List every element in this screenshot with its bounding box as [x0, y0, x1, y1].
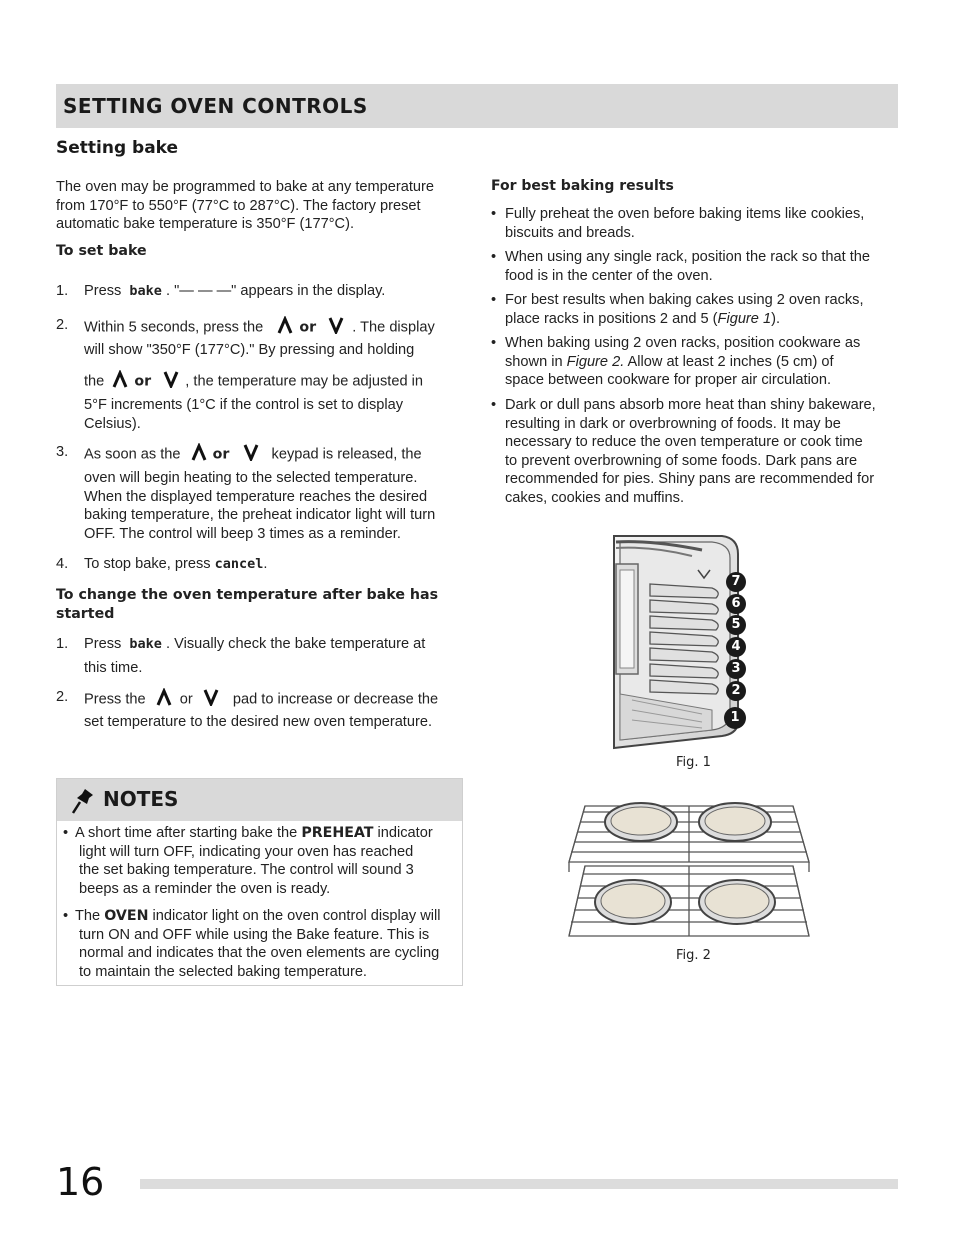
- section-title: SETTING OVEN CONTROLS: [63, 94, 368, 118]
- tip-2: • When using any single rack, position the rack so that the food is in the center of the oven.: [491, 249, 871, 284]
- step-2-line-3: the or , the temperature may be adjusted in: [84, 370, 423, 394]
- down-arrow-icon: [243, 443, 259, 467]
- step-2-number: 2.: [56, 317, 69, 333]
- rack-position-label: 4: [726, 637, 746, 657]
- rack-position-label: 5: [726, 615, 746, 635]
- down-arrow-icon: [203, 688, 219, 712]
- intro-paragraph: The oven may be programmed to bake at any temperature from 170°F to 550°F (77°C to 287°C). The factory preset automatic bake temperature is 350°F (177°C).: [56, 179, 435, 233]
- up-arrow-icon: [191, 443, 207, 467]
- section-header-bar: [56, 84, 898, 128]
- step-2-line-2: will show "350°F (177°C)." By pressing and holding: [84, 342, 415, 358]
- step-4-text: To stop bake, press cancel.: [84, 556, 268, 572]
- change-step-1-number: 1.: [56, 636, 69, 652]
- step-2-line-1: Within 5 seconds, press the or . The display: [84, 316, 435, 340]
- to-set-bake-heading: To set bake: [56, 243, 147, 259]
- change-step-2-number: 2.: [56, 689, 69, 705]
- figure-2-rack-pans: [565, 800, 815, 948]
- notes-header: [57, 779, 462, 821]
- pushpin-icon: [71, 787, 95, 819]
- down-arrow-icon: [328, 316, 344, 340]
- figure-1-oven-racks: [612, 534, 752, 754]
- tip-1: • Fully preheat the oven before baking items like cookies, biscuits and breads.: [491, 206, 865, 241]
- note-1-bullet: •: [63, 825, 69, 841]
- change-step-2-line-2: set temperature to the desired new oven temperature.: [84, 714, 433, 730]
- change-step-1-line-2: this time.: [84, 660, 143, 676]
- down-arrow-icon: [163, 370, 179, 394]
- bake-key-label: bake: [129, 636, 162, 652]
- figure-1-caption: Fig. 1: [676, 755, 711, 770]
- change-temp-heading: To change the oven temperature after bake has started: [56, 587, 439, 622]
- rack-position-label: 3: [726, 659, 746, 679]
- up-arrow-icon: [112, 370, 128, 394]
- tip-4: • When baking using 2 oven racks, position cookware as shown in Figure 2. Allow at least 2 inches (5 cm) of space between cookware for proper air circulation.: [491, 335, 861, 389]
- step-3-number: 3.: [56, 444, 69, 460]
- best-results-heading: For best baking results: [491, 178, 674, 194]
- note-2: The OVEN indicator light on the oven control display will turn ON and OFF while using the Bake feature. This is normal and indicates that the oven elements are cycling to maintain the selected baking temperature.: [75, 908, 441, 980]
- figure-2-caption: Fig. 2: [676, 948, 711, 963]
- note-1: A short time after starting bake the PREHEAT indicator light will turn OFF, indicating your oven has reached the set baking temperature. The control will sound 3 beeps as a reminder the oven is ready.: [75, 825, 433, 897]
- rack-position-label: 1: [724, 707, 746, 729]
- step-3-body: oven will begin heating to the selected temperature. When the displayed temperature reaches the desired baking temperature, the preheat indicator light will turn OFF. The control will beep 3 times as a reminder.: [84, 470, 436, 542]
- step-2-line-4: 5°F increments (1°C if the control is set to display Celsius).: [84, 397, 404, 432]
- notes-box: [56, 778, 463, 986]
- step-3-line-1: As soon as the or keypad is released, the: [84, 443, 422, 467]
- rack-position-label: 2: [726, 681, 746, 701]
- up-arrow-icon: [277, 316, 293, 340]
- tip-5: • Dark or dull pans absorb more heat than shiny bakeware, resulting in dark or overbrowning of foods. It may be necessary to reduce the oven temperature or cook time to prevent overbrowning of some foods. Dark pans are recommended for pies. Shiny pans are recommended for cakes, cookies and muffins.: [491, 397, 876, 506]
- step-4-number: 4.: [56, 556, 69, 572]
- step-1-text: Press bake . "— — —" appears in the display.: [84, 283, 386, 299]
- page-number: 16: [56, 1160, 105, 1204]
- note-2-bullet: •: [63, 908, 69, 924]
- footer-rule: [140, 1179, 898, 1189]
- rack-position-label: 6: [726, 594, 746, 614]
- rack-position-label: 7: [726, 572, 746, 592]
- up-arrow-icon: [156, 688, 172, 712]
- tip-3: • For best results when baking cakes using 2 oven racks, place racks in positions 2 and 5 (Figure 1).: [491, 292, 864, 327]
- change-step-1-line-1: Press bake . Visually check the bake temperature at: [84, 636, 426, 652]
- notes-title: NOTES: [103, 787, 179, 811]
- subsection-title: Setting bake: [56, 138, 179, 158]
- bake-key-label: bake: [129, 283, 162, 299]
- step-1-number: 1.: [56, 283, 69, 299]
- cancel-key-label: cancel: [214, 556, 264, 572]
- change-step-2-line-1: Press the or pad to increase or decrease the: [84, 688, 438, 712]
